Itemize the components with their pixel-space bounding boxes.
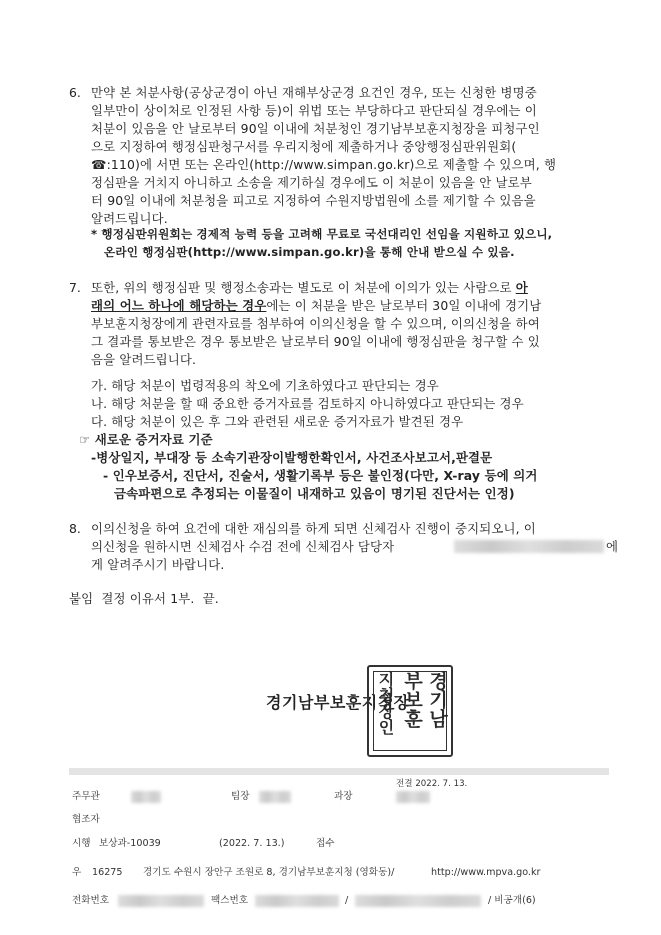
address: 경기도 수원시 장안구 조원로 8, 경기남부보훈지청 (영화동)/ — [143, 867, 395, 878]
redacted-phone — [118, 895, 204, 907]
item-7-line1-emphasis: 아 — [515, 280, 528, 295]
item-8-line1: 이의신청을 하여 요건에 대한 재심의를 하게 되면 신체검사 진행이 중지되오니, 이 — [91, 521, 536, 536]
seal-column-2: 부보훈 — [401, 671, 423, 728]
attachment-line: 붙임 결정 이유서 1부. 끝. — [69, 591, 219, 606]
redacted-contact — [454, 540, 604, 553]
approval-date: 전결 2022. 7. 13. — [396, 779, 468, 789]
disclosure-status: / 비공개(6) — [488, 895, 536, 906]
item-7-sub-3: 다. 해당 처분이 있은 후 그와 관련된 새로운 증거자료가 발견된 경우 — [91, 414, 464, 429]
footer-divider — [69, 768, 609, 775]
item-7-line-2: 그 결과를 통보받은 경우 통보받은 날로부터 90일 이내에 행정심판을 청구할 수 있 — [91, 334, 540, 349]
chief-label: 주무관 — [72, 791, 100, 802]
postal-label: 우 — [72, 867, 82, 878]
item-8-line2-end: 에 — [606, 539, 619, 554]
redacted-section — [396, 791, 430, 803]
item-6-line-2: 일부만이 상이처로 인정된 사항 등)이 위법 또는 부당하다고 판단되실 경우에는 이 — [91, 103, 537, 118]
item-6-number: 6. — [69, 85, 81, 100]
section-label: 과장 — [334, 791, 353, 802]
item-6-line-4: 으로 지정하여 행정심판청구서를 우리지청에 제출하거나 중앙행정심판위원회( — [91, 139, 517, 154]
sender-name: 경기남부보훈지청장 — [266, 693, 410, 712]
item-6-note-line1: * 행정심판위원회는 경제적 능력 등을 고려해 무료로 국선대리인 선임을 지원하고 있으니, — [91, 227, 553, 241]
contact-separator: / — [345, 895, 349, 906]
item-7-line-1: 부보훈지청장에게 관련자료를 첨부하여 이의신청을 할 수 있으며, 이의신청을 하여 — [91, 316, 540, 331]
item-6-note-line2: 온라인 행정심판(http://www.simpan.go.kr)을 통해 안내 받으실 수 있음. — [104, 245, 515, 259]
evidence-line1: -병상일지, 부대장 등 소속기관장이발행한확인서, 사건조사보고서,판결문 — [91, 450, 493, 465]
item-7-line2 — [91, 297, 541, 315]
redacted-email — [355, 895, 481, 907]
redacted-chief — [131, 791, 161, 803]
website: http://www.mpva.go.kr — [431, 867, 541, 878]
item-6-line-1: 만약 본 처분사항(공상군경이 아닌 재해부상군경 요건인 경우, 또는 신청한 병명중 — [91, 85, 537, 100]
evidence-title: ☞ 새로운 증거자료 기준 — [79, 432, 213, 447]
item-7-number: 7. — [69, 280, 81, 295]
item-8-number: 8. — [69, 521, 81, 536]
fax-label: 팩스번호 — [211, 895, 249, 906]
item-7-line2-text: 에는 이 처분을 받은 날로부터 30일 이내에 경기남 — [266, 298, 542, 313]
item-7-line2-emphasis: 래의 어느 하나에 해당하는 경우 — [91, 298, 267, 313]
redacted-fax — [255, 895, 339, 907]
item-7-sub-2: 나. 해당 처분을 할 때 중요한 증거자료를 검토하지 아니하였다고 판단되는 경우 — [91, 396, 524, 411]
evidence-line2a: - 인우보증서, 진단서, 진술서, 생활기록부 등은 불인정(다만, X-ray 등에 의거 — [103, 468, 538, 483]
redacted-team — [259, 791, 291, 803]
item-8-line3: 게 알려주시기 바랍니다. — [91, 557, 225, 572]
item-6-line-8: 알려드립니다. — [91, 211, 168, 226]
item-7-line1-text: 또한, 위의 행정심판 및 행정소송과는 별도로 이 처분에 이의가 있는 사람으로 — [91, 280, 516, 295]
enforce-date: (2022. 7. 13.) — [219, 838, 285, 849]
team-label: 팀장 — [231, 791, 250, 802]
item-7-line-3: 음을 알려드립니다. — [91, 352, 197, 367]
item-6-line-5: ☎:110)에 서면 또는 온라인(http://www.simpan.go.kr)으로 제출할 수 있으며, 행 — [91, 157, 557, 172]
item-8-line2-start: 의신청을 원하시면 신체검사 수검 전에 신체검사 담당자 — [91, 539, 395, 554]
seal-column-1: 경기남 — [426, 671, 448, 728]
evidence-line2b: 금속파편으로 추정되는 이물질이 내재하고 있음이 명기된 진단서는 인정) — [114, 486, 515, 501]
item-6-line-7: 터 90일 이내에 처분청을 피고로 지정하여 수원지방법원에 소를 제기할 수 있음을 — [91, 193, 536, 208]
official-seal — [367, 665, 453, 757]
item-6-line-6: 정심판을 거치지 아니하고 소송을 제기하실 경우에도 이 처분이 있음을 안 날로부 — [91, 175, 532, 190]
item-7-sub-1: 가. 해당 처분이 법령적용의 착오에 기초하였다고 판단되는 경우 — [91, 378, 439, 393]
enforce-label: 시행 — [72, 838, 91, 849]
postal-code: 16275 — [92, 867, 123, 878]
phone-label: 전화번호 — [72, 895, 110, 906]
item-6-line-3: 처분이 있음을 안 날로부터 90일 이내에 처분청인 경기남부보훈지청장을 피청구인 — [91, 121, 540, 136]
receipt-label: 접수 — [316, 838, 335, 849]
enforce-number: 보상과-10039 — [99, 838, 161, 849]
seal-column-3: 지청장인 — [376, 671, 395, 735]
cooperator-label: 협조자 — [72, 814, 100, 825]
item-7-line1 — [91, 279, 528, 297]
